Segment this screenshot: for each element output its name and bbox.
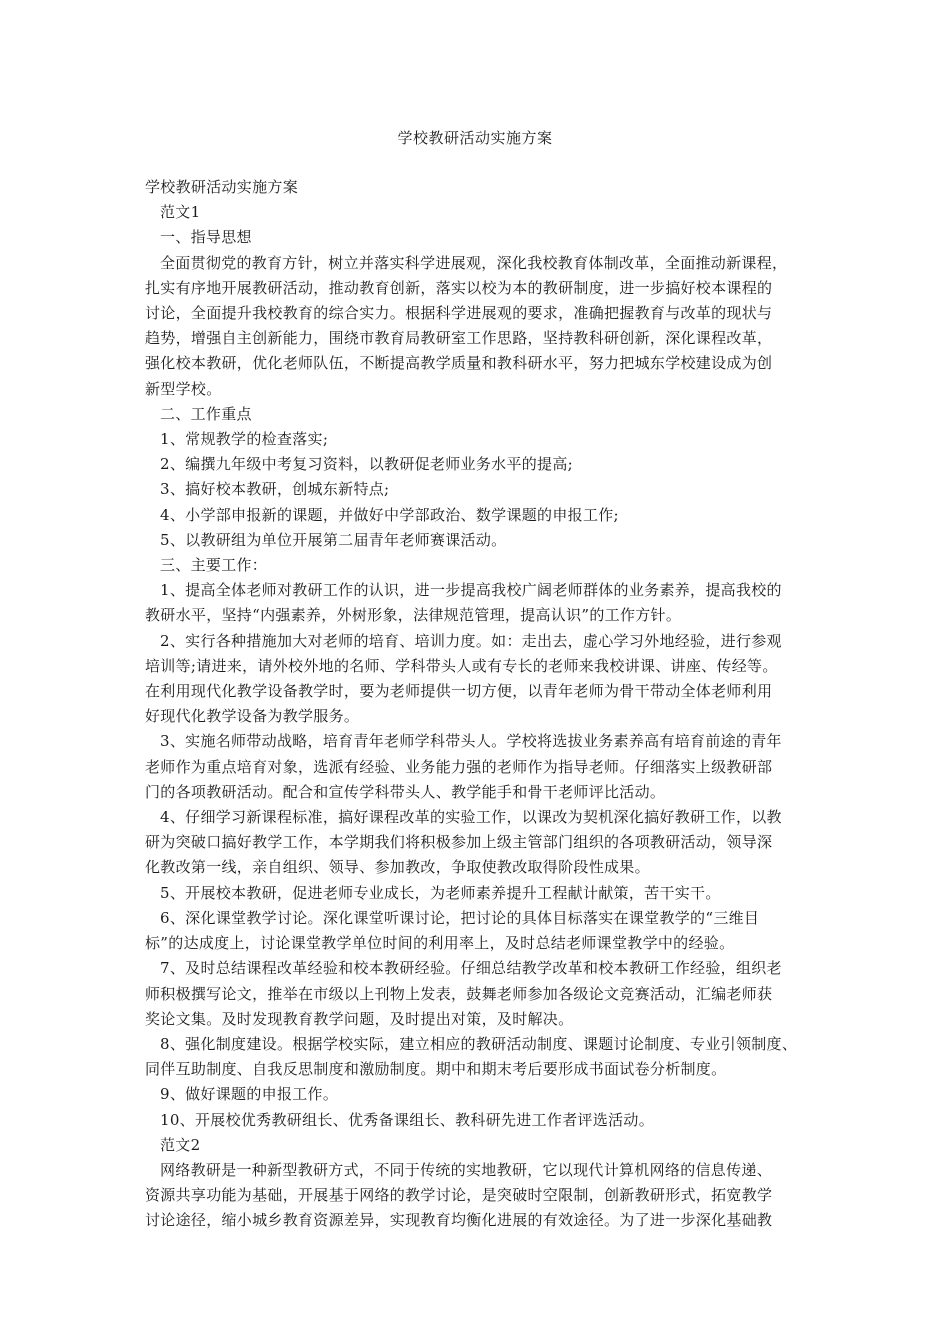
document-title: 学校教研活动实施方案 [397, 129, 553, 147]
text-line: 10、开展校优秀教研组长、优秀备课组长、教科研先进工作者评选活动。 [160, 1110, 654, 1129]
text-line: 门的各项教研活动。配合和宣传学科带头人、教学能手和骨干老师评比活动。 [145, 782, 666, 801]
text-line: 9、做好课题的申报工作。 [160, 1085, 339, 1104]
text-line: 新型学校。 [145, 379, 222, 398]
text-line: 资源共享功能为基础，开展基于网络的教学讨论，是突破时空限制，创新教研形式，拓宽教学 [145, 1186, 773, 1205]
text-line: 8、强化制度建设。根据学校实际，建立相应的教研活动制度、课题讨论制度、专业引领制度、 [160, 1034, 798, 1053]
text-line: 化教改第一线，亲自组织、领导、参加教改，争取使教改取得阶段性成果。 [145, 858, 650, 877]
text-line: 3、实施名师带动战略，培育青年老师学科带头人。学校将选拔业务素养高有培育前途的青年 [160, 732, 782, 751]
text-line: 5、以教研组为单位开展第二届青年老师赛课活动。 [160, 530, 507, 549]
text-line: 1、提高全体老师对教研工作的认识，进一步提高我校广阔老师群体的业务素养，提高我校的 [160, 581, 782, 600]
text-line: 奖论文集。及时发现教育教学问题，及时提出对策，及时解决。 [145, 1009, 574, 1028]
text-line: 范文2 [160, 1135, 201, 1154]
text-line: 老师作为重点培育对象，选派有经验、业务能力强的老师作为指导老师。仔细落实上级教研部 [145, 757, 773, 776]
text-line: 讨论，全面提升我校教育的综合实力。根据科学进展观的要求，准确把握教育与改革的现状与 [145, 304, 773, 323]
text-line: 范文1 [160, 203, 201, 222]
text-line: 趋势，增强自主创新能力，围绕市教育局教研室工作思路，坚持教科研创新，深化课程改革， [145, 329, 773, 348]
text-line: 2、编撰九年级中考复习资料，以教研促老师业务水平的提高; [160, 455, 573, 474]
text-line: 培训等;请进来，请外校外地的名师、学科带头人或有专长的老师来我校讲课、讲座、传经等。 [145, 656, 778, 675]
text-line: 强化校本教研，优化老师队伍，不断提高教学质量和教科研水平，努力把城东学校建设成为创 [145, 354, 773, 373]
text-line: 4、小学部申报新的课题，并做好中学部政治、数学课题的申报工作; [160, 505, 619, 524]
text-line: 4、仔细学习新课程标准，搞好课程改革的实验工作，以课改为契机深化搞好教研工作，以教 [160, 808, 782, 827]
text-line: 1、常规教学的检查落实; [160, 430, 329, 449]
text-line: 在利用现代化教学设备教学时，要为老师提供一切方便，以青年老师为骨干带动全体老师利用 [145, 682, 773, 701]
text-line: 二、工作重点 [160, 404, 252, 423]
text-line: 一、指导思想 [160, 228, 252, 247]
text-line: 网络教研是一种新型教研方式，不同于传统的实地教研，它以现代计算机网络的信息传递、 [160, 1160, 773, 1179]
text-line: 全面贯彻党的教育方针，树立并落实科学进展观，深化我校教育体制改革，全面推动新课程， [160, 253, 788, 272]
text-line: 研为突破口搞好教学工作，本学期我们将积极参加上级主管部门组织的各项教研活动，领导深 [145, 833, 773, 852]
text-line: 讨论途径，缩小城乡教育资源差异，实现教育均衡化进展的有效途径。为了进一步深化基础教 [145, 1211, 773, 1230]
document-body [145, 175, 820, 1234]
text-line: 师积极撰写论文，推举在市级以上刊物上发表，鼓舞老师参加各级论文竞赛活动，汇编老师获 [145, 984, 773, 1003]
text-line: 6、深化课堂教学讨论。深化课堂听课讨论，把讨论的具体目标落实在课堂教学的“三维目 [160, 908, 760, 927]
text-line: 2、实行各种措施加大对老师的培育、培训力度。如：走出去，虚心学习外地经验，进行参观 [160, 631, 782, 650]
text-line: 同伴互助制度、自我反思制度和激励制度。期中和期末考后要形成书面试卷分析制度。 [145, 1060, 727, 1079]
text-line: 7、及时总结课程改革经验和校本教研经验。仔细总结教学改革和校本教研工作经验，组织老 [160, 959, 782, 978]
text-line: 5、开展校本教研，促进老师专业成长，为老师素养提升工程献计献策，苦干实干。 [160, 883, 721, 902]
text-line: 好现代化教学设备为教学服务。 [145, 707, 360, 726]
text-line: 教研水平，坚持“内强素养，外树形象，法律规范管理，提高认识”的工作方针。 [145, 606, 682, 625]
text-line: 3、搞好校本教研，创城东新特点; [160, 480, 390, 499]
text-line: 扎实有序地开展教研活动，推动教育创新，落实以校为本的教研制度，进一步搞好校本课程的 [145, 278, 773, 297]
text-line: 标”的达成度上，讨论课堂教学单位时间的利用率上，及时总结老师课堂教学中的经验。 [145, 934, 735, 953]
text-line: 学校教研活动实施方案 [145, 178, 299, 196]
text-line: 三、主要工作： [160, 556, 268, 575]
